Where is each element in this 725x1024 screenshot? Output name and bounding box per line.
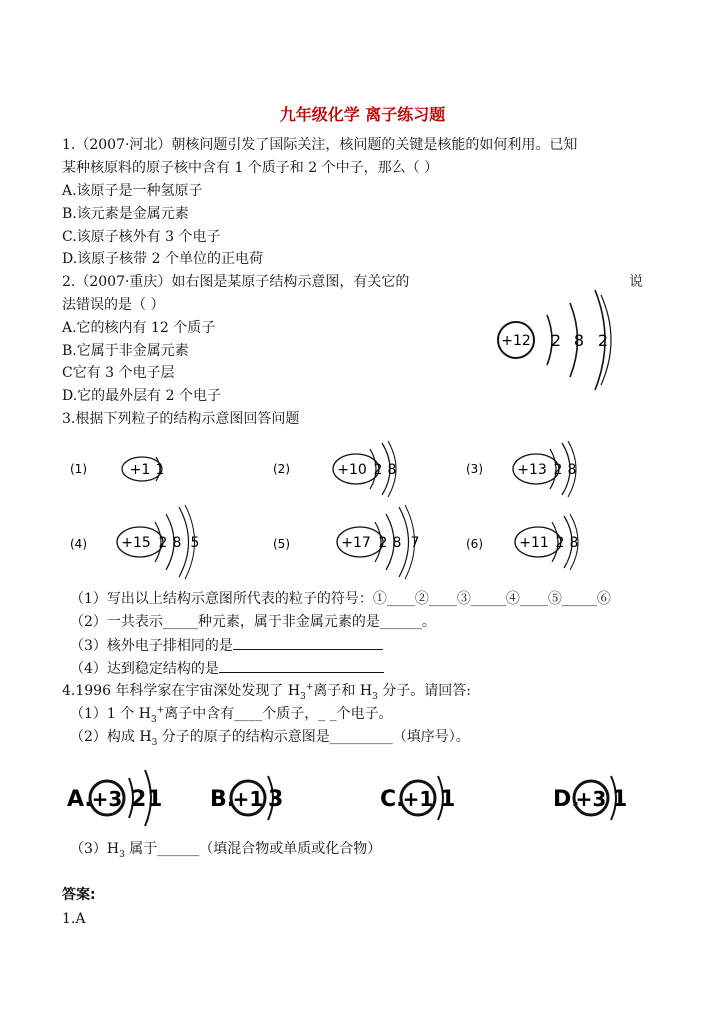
particle-6-label: (6) bbox=[466, 537, 483, 551]
q2-nucleus-label: +12 bbox=[501, 333, 531, 349]
particle-5-shell-1: 2 bbox=[378, 535, 388, 551]
choice-a-shell-1: 2 bbox=[131, 787, 147, 812]
particle-1-shell-1: 1 bbox=[155, 462, 165, 478]
particle-5-shell-3: 7 bbox=[410, 535, 420, 551]
q2-option-c: C它有 3 个电子层 bbox=[62, 365, 175, 381]
particle-4-shell-3: 5 bbox=[190, 535, 200, 551]
choice-d bbox=[553, 776, 627, 820]
particle-5-label: (5) bbox=[273, 537, 290, 551]
particle-2 bbox=[273, 441, 396, 497]
answers-heading: 答案: bbox=[62, 887, 96, 903]
q2-shell-3: 2 bbox=[597, 331, 609, 350]
particle-6-nucleus: +11 bbox=[519, 535, 549, 551]
q1-option-a: A.该原子是一种氢原子 bbox=[62, 183, 203, 199]
q3-sub1: （1）写出以上结构示意图所代表的粒子的符号：①____②____③_____④____⑤_____⑥ bbox=[70, 591, 611, 607]
particle-6-shell-2: 8 bbox=[569, 535, 579, 551]
particle-4-label: (4) bbox=[70, 537, 87, 551]
svg-text:D.: D. bbox=[553, 787, 580, 812]
choice-a-nucleus: +3 bbox=[91, 787, 123, 811]
particle-1-label: (1) bbox=[70, 462, 87, 476]
particle-4-shell-1: 2 bbox=[158, 535, 168, 551]
particle-6 bbox=[466, 514, 578, 570]
page-title: 九年级化学 离子练习题 bbox=[279, 105, 446, 124]
q2-option-d: D.它的最外层有 2 个电子 bbox=[62, 388, 221, 404]
q1-option-b: B.该元素是金属元素 bbox=[62, 206, 189, 222]
q2-option-b: B.它属于非金属元素 bbox=[62, 343, 189, 359]
q4-sub2: （2）构成 $H_3$ 分子的原子的结构示意图是_________（填序号）。 bbox=[70, 729, 470, 748]
q1-line2: 某种核原料的原子核中含有 1 个质子和 2 个中子，那么（ ） bbox=[62, 160, 439, 176]
q1-line1: 1.（2007·河北）朝核问题引发了国际关注，核问题的关键是核能的如何利用。已知 bbox=[62, 137, 578, 153]
particle-2-nucleus: +10 bbox=[337, 462, 367, 478]
particle-5-nucleus: +17 bbox=[341, 535, 371, 551]
q2-line1-end: 说 bbox=[629, 274, 643, 290]
q2-shell-1: 2 bbox=[550, 331, 562, 350]
particle-5 bbox=[273, 505, 419, 579]
svg-text:B.: B. bbox=[210, 787, 236, 812]
q2-line1: 2.（2007·重庆）如右图是某原子结构示意图，有关它的 bbox=[62, 274, 410, 290]
answer-1: 1.A bbox=[62, 911, 86, 927]
particle-4-shell-2: 8 bbox=[172, 535, 182, 551]
particle-1 bbox=[70, 457, 164, 481]
q2-shell-2: 8 bbox=[573, 331, 585, 350]
particle-3-shell-1: 2 bbox=[553, 462, 563, 478]
svg-text:A.: A. bbox=[67, 787, 93, 812]
particle-1-nucleus: +1 bbox=[129, 462, 151, 478]
particle-6-shell-1: 2 bbox=[555, 535, 565, 551]
svg-text:C.: C. bbox=[380, 787, 405, 812]
particle-3-nucleus: +13 bbox=[517, 462, 547, 478]
q4-sub1: （1）1 个 $H_3^+$离子中含有____个质子，_ _个电子。 bbox=[70, 705, 393, 725]
q3-sub3: （3）核外电子排相同的是 bbox=[70, 634, 383, 657]
choice-d-nucleus: +3 bbox=[575, 787, 607, 811]
q1-option-c: C.该原子核外有 3 个电子 bbox=[62, 229, 221, 245]
q2-option-a: A.它的核内有 12 个质子 bbox=[62, 320, 216, 336]
choice-b-shell-1: 3 bbox=[268, 787, 284, 812]
particle-2-shell-2: 8 bbox=[387, 462, 397, 478]
choice-d-shell-1: 1 bbox=[612, 787, 628, 812]
choice-b-nucleus: +1 bbox=[232, 787, 264, 811]
particle-4 bbox=[70, 505, 199, 579]
q3-sub2: （2）一共表示_____种元素，属于非金属元素的是______。 bbox=[70, 614, 436, 630]
choice-c-nucleus: +1 bbox=[402, 787, 434, 811]
particle-3-label: (3) bbox=[466, 462, 483, 476]
particle-5-shell-2: 8 bbox=[392, 535, 402, 551]
q4-choice-diagrams bbox=[65, 760, 665, 830]
choice-b bbox=[210, 776, 283, 820]
particle-4-nucleus: +15 bbox=[121, 535, 151, 551]
particle-2-shell-1: 2 bbox=[373, 462, 383, 478]
choice-c bbox=[380, 776, 455, 820]
q1-option-d: D.该原子核带 2 个单位的正电荷 bbox=[62, 251, 263, 267]
q4-sub3: $(3)H_3$ 属于______（填混合物或单质或化合物） bbox=[70, 841, 382, 860]
particle-3 bbox=[466, 441, 576, 497]
choice-c-shell-1: 1 bbox=[440, 787, 456, 812]
q3-particles bbox=[60, 435, 680, 565]
particle-3-shell-2: 8 bbox=[567, 462, 577, 478]
q2-atom-diagram bbox=[495, 285, 625, 400]
particle-2-label: (2) bbox=[273, 462, 290, 476]
choice-a bbox=[67, 770, 162, 826]
q3-sub4: （4）达到稳定结构的是 bbox=[70, 657, 384, 680]
q2-line2: 法错误的是（ ） bbox=[62, 297, 165, 313]
q4-intro: 4.1996 年科学家在宇宙深处发现了 $H_3^+$离子和 $H_3$ 分子。请回答: bbox=[62, 682, 471, 702]
q3-line1: 3.根据下列粒子的结构示意图回答问题 bbox=[62, 411, 300, 427]
choice-a-shell-2: 1 bbox=[147, 787, 163, 812]
